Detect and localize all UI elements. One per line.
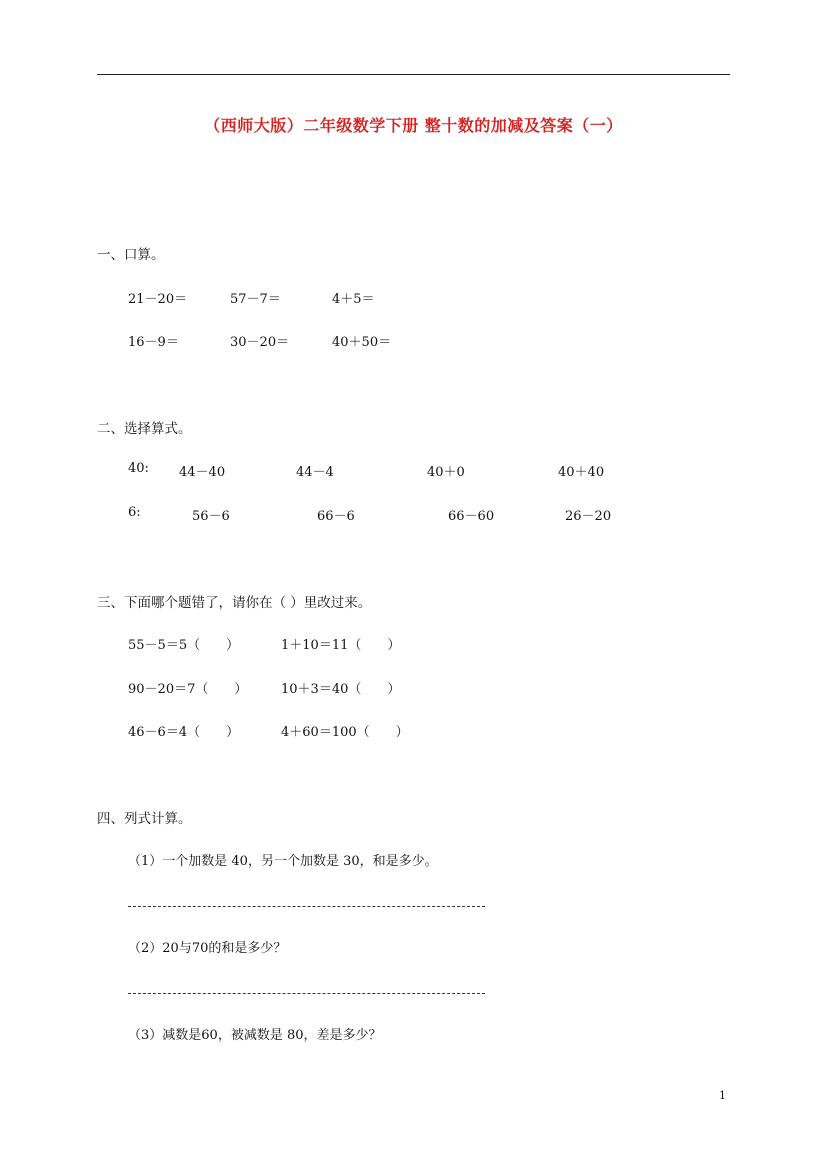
section-3-heading: 三、下面哪个题错了，请你在（ ）里改过来。 (97, 595, 372, 611)
choice-target: 6: (128, 505, 141, 520)
oral-problem: 40＋50＝ (332, 335, 392, 350)
choice-option: 66－60 (448, 509, 495, 524)
choice-target: 40: (128, 461, 149, 476)
word-problem-3: （3）减数是60，被减数是 80，差是多少？ (128, 1028, 382, 1043)
section-1-heading: 一、口算。 (97, 247, 165, 263)
oral-problem: 16－9＝ (128, 335, 179, 350)
correction-problem: 1＋10＝11（ ） (281, 638, 401, 653)
choice-option: 40＋40 (558, 465, 605, 480)
correction-problem: 90－20＝7（ ） (128, 682, 248, 697)
oral-problem: 21－20＝ (128, 292, 188, 307)
correction-problem: 4＋60＝100（ ） (281, 725, 409, 740)
answer-line (128, 993, 485, 994)
header-rule (97, 74, 730, 75)
section-4-heading: 四、列式计算。 (97, 811, 192, 827)
word-problem-1: （1）一个加数是 40，另一个加数是 30，和是多少。 (128, 854, 438, 869)
word-problem-2: （2）20与70的和是多少？ (128, 941, 287, 956)
correction-problem: 46－6＝4（ ） (128, 725, 240, 740)
section-2-heading: 二、选择算式。 (97, 421, 192, 437)
choice-option: 56－6 (192, 509, 230, 524)
oral-problem: 30－20＝ (230, 335, 290, 350)
correction-problem: 10＋3＝40（ ） (281, 682, 401, 697)
choice-option: 40＋0 (427, 465, 465, 480)
choice-option: 44－40 (179, 465, 226, 480)
choice-option: 66－6 (317, 509, 355, 524)
correction-problem: 55－5＝5（ ） (128, 638, 240, 653)
oral-problem: 4＋5＝ (332, 292, 375, 307)
answer-line (128, 906, 485, 907)
oral-problem: 57－7＝ (230, 292, 281, 307)
choice-option: 26－20 (565, 509, 612, 524)
choice-option: 44－4 (296, 465, 334, 480)
page-number: 1 (719, 1089, 726, 1102)
document-title: （西师大版）二年级数学下册 整十数的加减及答案（一） (204, 116, 623, 135)
